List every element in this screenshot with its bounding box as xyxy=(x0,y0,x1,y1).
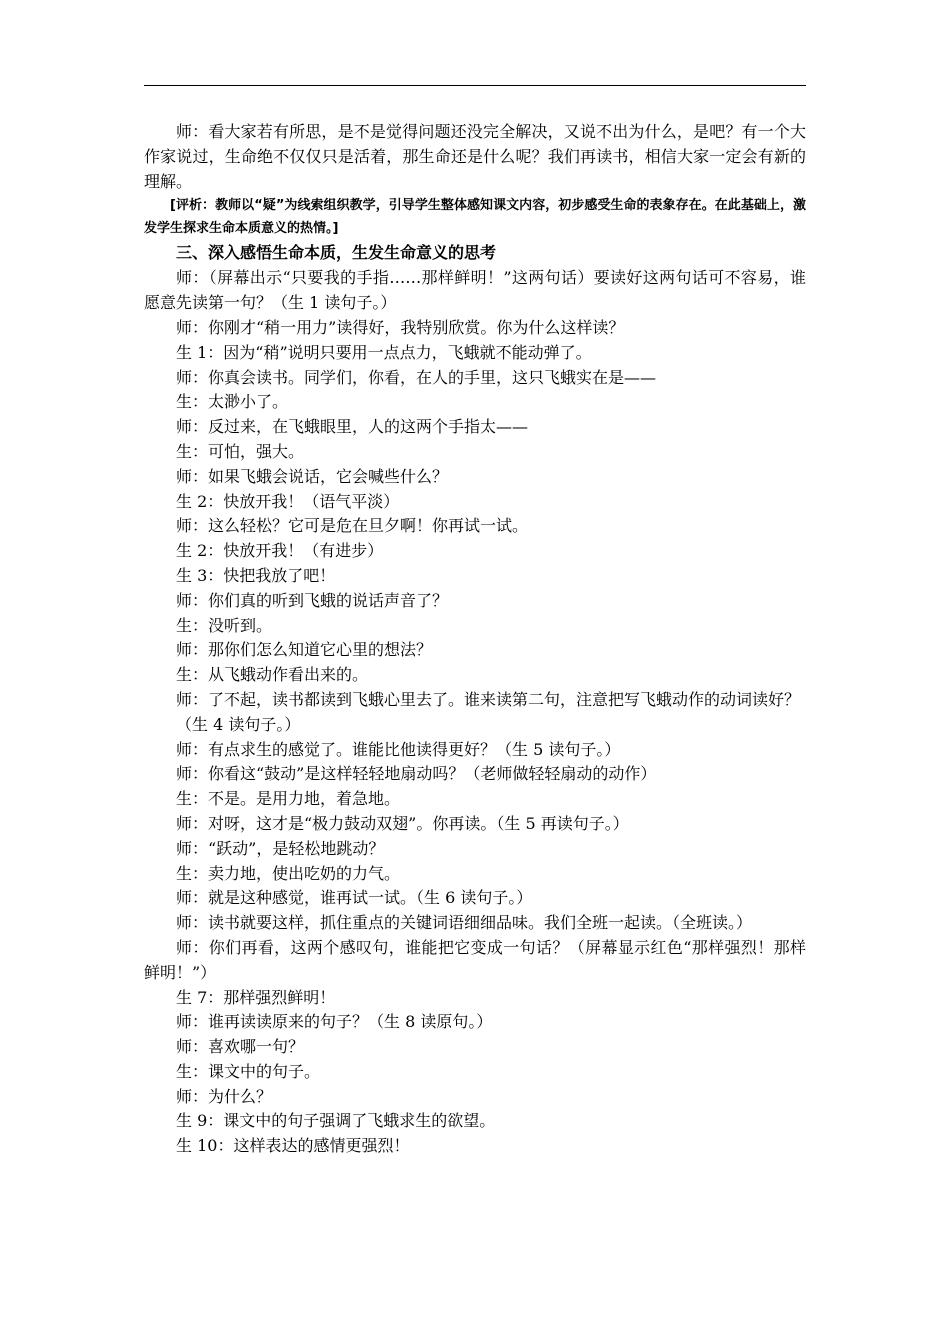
paragraph: 师：你真会读书。同学们，你看，在人的手里，这只飞蛾实在是—— xyxy=(176,367,657,387)
paragraph: 生 1：因为“稍”说明只要用一点点力，飞蛾就不能动弹了。 xyxy=(176,342,592,362)
paragraph: 师：了不起，读书都读到飞蛾心里去了。谁来读第二句，注意把写飞蛾动作的动词读好？ xyxy=(176,689,801,709)
paragraph: 生：不是。是用力地，着急地。 xyxy=(176,789,401,809)
paragraph: 师：你们真的听到飞蛾的说话声音了？ xyxy=(176,590,449,610)
paragraph: 生：没听到。 xyxy=(176,615,273,635)
paragraph: 师：“跃动”，是轻松地跳动？ xyxy=(176,838,385,858)
paragraph: 生 9：课文中的句子强调了飞蛾求生的欲望。 xyxy=(176,1111,496,1131)
paragraph: 师：为什么？ xyxy=(176,1086,273,1106)
paragraph: 生 3：快把我放了吧！ xyxy=(176,565,336,585)
paragraph: 生 2：快放开我！（有进步） xyxy=(176,541,384,561)
document-body xyxy=(144,120,806,1159)
paragraph: 师：（屏幕出示“只要我的手指……那样鲜明！”这两句话）要读好这两句话可不容易，谁愿意先读第一句？（生 1 读句子。） xyxy=(144,268,806,313)
section-heading: 三、深入感悟生命本质，生发生命意义的思考 xyxy=(176,243,497,263)
paragraph: 师：对呀，这才是“极力鼓动双翅”。你再读。（生 5 再读句子。） xyxy=(176,813,629,833)
paragraph: 生 10：这样表达的感情更强烈！ xyxy=(176,1136,410,1156)
paragraph: 师：这么轻松？它可是危在旦夕啊！你再试一试。 xyxy=(176,516,529,536)
paragraph: 生：卖力地，使出吃奶的力气。 xyxy=(176,863,401,883)
paragraph: 师：有点求生的感觉了。谁能比他读得更好？（生 5 读句子。） xyxy=(176,739,621,759)
paragraph: 师：喜欢哪一句？ xyxy=(176,1037,305,1057)
paragraph: 师：看大家若有所思，是不是觉得问题还没完全解决，又说不出为什么，是吧？有一个大作家说过，生命绝不仅仅只是活着，那生命还是什么呢？我们再读书，相信大家一定会有新的理解。 xyxy=(144,122,806,191)
paragraph: 师：那你们怎么知道它心里的想法？ xyxy=(176,640,433,660)
paragraph: 生：可怕，强大。 xyxy=(176,441,305,461)
paragraph: 生：课文中的句子。 xyxy=(176,1061,321,1081)
paragraph: 师：你刚才“稍一用力”读得好，我特别欣赏。你为什么这样读？ xyxy=(176,317,625,337)
paragraph: 师：读书就要这样，抓住重点的关键词语细细品味。我们全班一起读。（全班读。） xyxy=(176,913,753,933)
paragraph: 生：从飞蛾动作看出来的。 xyxy=(176,665,369,685)
paragraph: 师：就是这种感觉，谁再试一试。（生 6 读句子。） xyxy=(176,888,533,908)
header-rule xyxy=(144,85,806,86)
paragraph: 师：反过来，在飞蛾眼里，人的这两个手指太—— xyxy=(176,417,529,437)
paragraph: 师：你们再看，这两个感叹句，谁能把它变成一句话？（屏幕显示红色“那样强烈！那样鲜明！”） xyxy=(144,937,806,982)
paragraph: （生 4 读句子。） xyxy=(176,714,301,734)
paragraph: 师：你看这“鼓动”是这样轻轻地扇动吗？（老师做轻轻扇动的动作） xyxy=(176,764,657,784)
paragraph: 生 2：快放开我！（语气平淡） xyxy=(176,491,400,511)
commentary-note: [评析：教师以“疑”为线索组织教学，引导学生整体感知课文内容，初步感受生命的表象存在。在此基础上，激发学生探求生命本质意义的热情。] xyxy=(144,198,806,237)
paragraph: 师：如果飞蛾会说话，它会喊些什么？ xyxy=(176,466,449,486)
paragraph: 师：谁再读读原来的句子？（生 8 读原句。） xyxy=(176,1012,493,1032)
paragraph: 生 7：那样强烈鲜明！ xyxy=(176,987,336,1007)
paragraph: 生：太渺小了。 xyxy=(176,392,289,412)
